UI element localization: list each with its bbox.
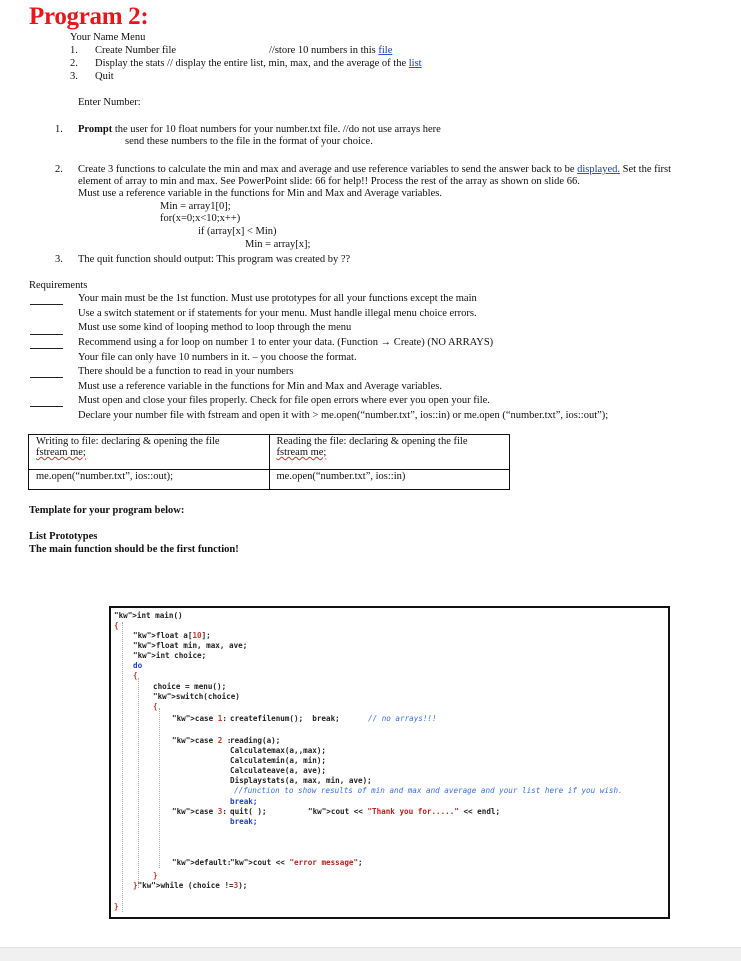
file-link[interactable]: file (378, 45, 393, 56)
bottom-bar (0, 947, 741, 961)
menu-item-3-text: Quit (95, 71, 114, 82)
code-line: "kw">int choice; (133, 651, 207, 660)
code-comment: //function to show results of min and max and average and your list here if you wish. (234, 786, 623, 795)
code-line: "kw">float a[10]; (133, 631, 211, 640)
step-1-num: 1. (55, 124, 63, 135)
requirement-4: Recommend using a for loop on number 1 to enter your data. (Function → Create) (NO ARRAYS) (78, 337, 494, 348)
code-line: { (114, 621, 119, 630)
code-line: createfilenum(); break; (230, 714, 340, 723)
code-template-image (109, 606, 670, 919)
reading-open: me.open(“number.txt”, ios::in) (269, 470, 510, 490)
code-line: Calculatemax(a,,max); (230, 746, 327, 755)
blank-line (30, 348, 63, 349)
template-heading: Template for your program below: (29, 505, 185, 516)
requirement-9: Declare your number file with fstream and open it with > me.open(“number.txt”, ios::in) or me.open (“number.txt”, ios::out”); (78, 410, 609, 421)
code-line: Calculateave(a, ave); (230, 766, 327, 775)
code-line: break; (230, 797, 258, 806)
code-line: "kw">case 1: (172, 714, 227, 723)
menu-item-1-note: //store 10 numbers in this file (269, 45, 393, 56)
requirement-6: There should be a function to read in your numbers (78, 366, 294, 377)
menu-item-3-num: 3. (70, 71, 78, 82)
menu-item-2-text: Display the stats // display the entire list, min, max, and the average of the list (95, 58, 422, 69)
step-1-line1: Prompt the user for 10 float numbers for your number.txt file. //do not use arrays here (78, 124, 441, 135)
file-io-table (28, 434, 510, 490)
code-line: "kw">switch(choice) (153, 692, 240, 701)
requirement-7: Must use a reference variable in the functions for Min and Max and Average variables. (78, 381, 442, 392)
code-line: "kw">int main() (114, 611, 183, 620)
code-line: { (153, 702, 158, 711)
displayed-link[interactable]: displayed. (577, 164, 620, 175)
code-line: quit( ); (230, 807, 267, 816)
code-line: "kw">case 3: (172, 807, 227, 816)
step-2-line1: Create 3 functions to calculate the min and max and average and use reference variables to send the answer back to be displayed. Set the first (78, 164, 672, 175)
code-line: }"kw">while (choice !=3); (133, 881, 248, 890)
step-2-code-2: for(x=0;x<10;x++) (160, 213, 241, 224)
step-2-code-3: if (array[x] < Min) (198, 226, 277, 237)
code-line: Calculatemin(a, min); (230, 756, 327, 765)
code-comment: // no arrays!!! (368, 714, 437, 723)
main-first-note: The main function should be the first function! (29, 544, 239, 555)
code-line: "kw">cout << "Thank you for....." << endl; (308, 807, 501, 816)
code-line: do (133, 661, 143, 670)
step-2-code-4: Min = array[x]; (245, 239, 311, 250)
step-2-line3: Must use a reference variable in the functions for Min and Max and Average variables. (78, 188, 442, 199)
writing-header: Writing to file: declaring & opening the file fstream me; (29, 435, 270, 470)
code-line: break; (230, 817, 258, 826)
requirements-heading: Requirements (29, 280, 88, 291)
blank-line (30, 406, 63, 407)
requirement-3: Must use some kind of looping method to loop through the menu (78, 322, 352, 333)
step-3-line1: The quit function should output: This program was created by ?? (78, 254, 351, 265)
code-line: "kw">default: (172, 858, 232, 867)
blank-line (30, 334, 63, 335)
code-line: "kw">cout << "error message"; (230, 858, 363, 867)
list-prototypes-heading: List Prototypes (29, 531, 98, 542)
reading-header: Reading the file: declaring & opening the file fstream me; (269, 435, 510, 470)
list-link[interactable]: list (408, 58, 422, 69)
writing-open: me.open(“number.txt”, ios::out); (29, 470, 270, 490)
code-line: Displaystats(a, max, min, ave); (230, 776, 372, 785)
step-1-line2: send these numbers to the file in the format of your choice. (125, 136, 373, 147)
menu-heading: Your Name Menu (70, 32, 146, 43)
code-line: { (133, 671, 138, 680)
menu-item-1-num: 1. (70, 45, 78, 56)
code-line: reading(a); (230, 736, 281, 745)
requirement-5: Your file can only have 10 numbers in it. – you choose the format. (78, 352, 357, 363)
step-2-code-1: Min = array1[0]; (160, 201, 231, 212)
requirement-1: Your main must be the 1st function. Must use prototypes for all your functions except the main (78, 293, 477, 304)
step-2-line2: element of array to min and max. See PowerPoint slide: 66 for help!! Process the rest of the array as shown on slide 66. (78, 176, 580, 187)
step-3-num: 3. (55, 254, 63, 265)
code-line: } (153, 871, 158, 880)
code-line: } (114, 902, 119, 911)
step-2-num: 2. (55, 164, 63, 175)
code-line: "kw">case 2 : (172, 736, 232, 745)
code-line: "kw">float min, max, ave; (133, 641, 248, 650)
requirement-8: Must open and close your files properly. Check for file open errors where ever you open your file. (78, 395, 490, 406)
code-line: choice = menu(); (153, 682, 227, 691)
program-title: Program 2: (29, 3, 149, 30)
blank-line (30, 377, 63, 378)
menu-item-1-text: Create Number file (95, 45, 177, 56)
blank-line (30, 304, 63, 305)
requirement-2: Use a switch statement or if statements for your menu. Must handle illegal menu choice errors. (78, 308, 477, 319)
enter-number-prompt: Enter Number: (78, 97, 141, 108)
menu-item-2-num: 2. (70, 58, 78, 69)
